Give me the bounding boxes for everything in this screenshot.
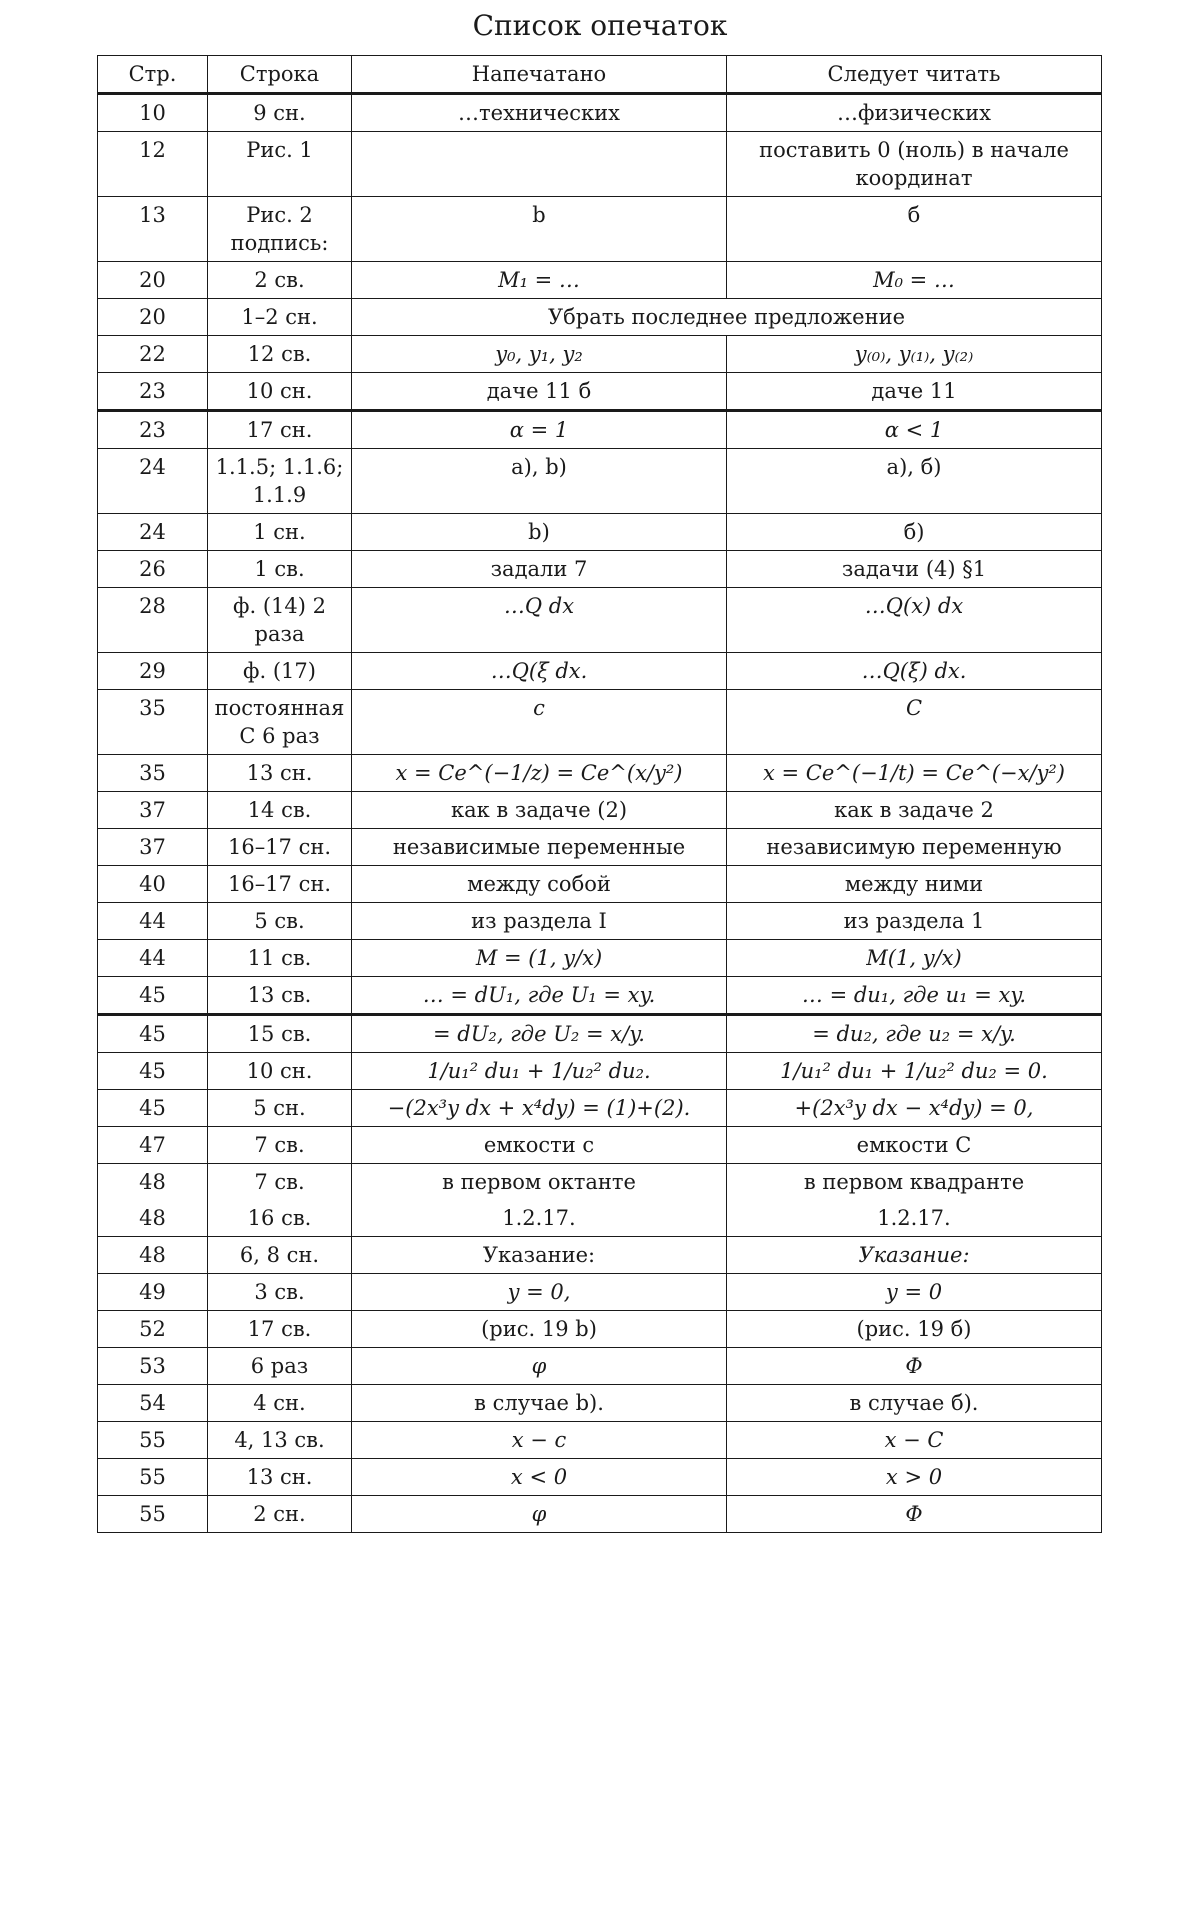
table-row — [98, 1274, 1102, 1311]
page-cell: 23 — [98, 411, 208, 449]
page-cell: 55 — [98, 1496, 208, 1533]
page-cell: 35 — [98, 690, 208, 755]
printed-cell: из раздела I — [352, 903, 727, 940]
line-cell: 7 св. — [208, 1164, 352, 1201]
line-cell: 4 сн. — [208, 1385, 352, 1422]
correct-cell: задачи (4) §1 — [727, 551, 1102, 588]
table-row — [98, 903, 1102, 940]
printed-cell: b — [352, 197, 727, 262]
correct-cell: …Q(ξ) dx. — [727, 653, 1102, 690]
line-cell: 3 св. — [208, 1274, 352, 1311]
table-row — [98, 1459, 1102, 1496]
page-title: Список опечаток — [472, 9, 728, 42]
page-cell: 44 — [98, 940, 208, 977]
line-cell: 13 сн. — [208, 755, 352, 792]
line-cell: 14 св. — [208, 792, 352, 829]
table-row — [98, 1015, 1102, 1053]
line-cell: 2 св. — [208, 262, 352, 299]
printed-cell: Указание: — [352, 1237, 727, 1274]
line-cell: ф. (17) — [208, 653, 352, 690]
page-cell: 55 — [98, 1422, 208, 1459]
page-cell: 52 — [98, 1311, 208, 1348]
correct-cell: M₀ = … — [727, 262, 1102, 299]
line-cell: 1.1.5; 1.1.6; 1.1.9 — [208, 449, 352, 514]
page-cell: 53 — [98, 1348, 208, 1385]
header-correct: Следует читать — [727, 56, 1102, 94]
correct-cell: а), б) — [727, 449, 1102, 514]
line-cell: 13 св. — [208, 977, 352, 1015]
printed-cell: x = Ce^(−1/z) = Ce^(x/y²) — [352, 755, 727, 792]
printed-cell: φ — [352, 1348, 727, 1385]
correct-cell: M(1, y/x) — [727, 940, 1102, 977]
page-cell: 45 — [98, 1053, 208, 1090]
correct-cell: … = du₁, где u₁ = xy. — [727, 977, 1102, 1015]
page-cell: 23 — [98, 373, 208, 411]
correct-cell: как в задаче 2 — [727, 792, 1102, 829]
correct-cell: б) — [727, 514, 1102, 551]
correct-cell: 1.2.17. — [727, 1200, 1102, 1237]
table-row — [98, 94, 1102, 132]
printed-cell: y = 0, — [352, 1274, 727, 1311]
correct-cell: x = Ce^(−1/t) = Ce^(−x/y²) — [727, 755, 1102, 792]
correct-cell: …физических — [727, 94, 1102, 132]
line-cell: 16–17 сн. — [208, 829, 352, 866]
line-cell: Рис. 1 — [208, 132, 352, 197]
line-cell: 16–17 сн. — [208, 866, 352, 903]
correct-cell: б — [727, 197, 1102, 262]
table-row — [98, 1422, 1102, 1459]
page-cell: 48 — [98, 1164, 208, 1201]
header-printed: Напечатано — [352, 56, 727, 94]
table-row — [98, 1385, 1102, 1422]
table-row — [98, 1311, 1102, 1348]
printed-cell: между собой — [352, 866, 727, 903]
page-cell: 45 — [98, 1015, 208, 1053]
page-cell: 12 — [98, 132, 208, 197]
correct-cell: α < 1 — [727, 411, 1102, 449]
printed-cell: в первом октанте — [352, 1164, 727, 1201]
page-cell: 48 — [98, 1237, 208, 1274]
table-row — [98, 1348, 1102, 1385]
printed-cell: в случае b). — [352, 1385, 727, 1422]
correct-cell: (рис. 19 б) — [727, 1311, 1102, 1348]
page-cell: 49 — [98, 1274, 208, 1311]
page-cell: 45 — [98, 977, 208, 1015]
table-row — [98, 411, 1102, 449]
correct-cell: Указание: — [727, 1237, 1102, 1274]
correct-cell: Φ — [727, 1348, 1102, 1385]
correct-cell: x − C — [727, 1422, 1102, 1459]
page-cell: 47 — [98, 1127, 208, 1164]
printed-cell: x < 0 — [352, 1459, 727, 1496]
line-cell: 6, 8 сн. — [208, 1237, 352, 1274]
printed-cell: c — [352, 690, 727, 755]
correct-cell: y₍₀₎, y₍₁₎, y₍₂₎ — [727, 336, 1102, 373]
table-row — [98, 977, 1102, 1015]
table-row — [98, 262, 1102, 299]
printed-cell: M₁ = … — [352, 262, 727, 299]
table-row — [98, 866, 1102, 903]
table-row — [98, 197, 1102, 262]
printed-cell: φ — [352, 1496, 727, 1533]
page-cell: 10 — [98, 94, 208, 132]
correct-cell: …Q(x) dx — [727, 588, 1102, 653]
table-row — [98, 449, 1102, 514]
page-cell: 24 — [98, 514, 208, 551]
table-row — [98, 755, 1102, 792]
table-row — [98, 1127, 1102, 1164]
printed-cell: 1.2.17. — [352, 1200, 727, 1237]
line-cell: 2 сн. — [208, 1496, 352, 1533]
page-cell: 44 — [98, 903, 208, 940]
table-row — [98, 690, 1102, 755]
page-cell: 37 — [98, 829, 208, 866]
table-row — [98, 299, 1102, 336]
page-cell: 20 — [98, 299, 208, 336]
line-cell: 7 св. — [208, 1127, 352, 1164]
table-row — [98, 1237, 1102, 1274]
correct-cell: Φ — [727, 1496, 1102, 1533]
line-cell: 12 св. — [208, 336, 352, 373]
correct-cell: +(2x³y dx − x⁴dy) = 0, — [727, 1090, 1102, 1127]
line-cell: 17 сн. — [208, 411, 352, 449]
line-cell: постоянная C 6 раз — [208, 690, 352, 755]
printed-cell: … = dU₁, где U₁ = xy. — [352, 977, 727, 1015]
printed-cell: …Q dx — [352, 588, 727, 653]
table-row — [98, 653, 1102, 690]
correct-cell: C — [727, 690, 1102, 755]
table-row — [98, 1164, 1102, 1201]
correct-cell: даче 11 — [727, 373, 1102, 411]
page-cell: 22 — [98, 336, 208, 373]
printed-cell: M = (1, y/x) — [352, 940, 727, 977]
printed-cell: емкости c — [352, 1127, 727, 1164]
page-cell: 48 — [98, 1200, 208, 1237]
line-cell: 10 сн. — [208, 373, 352, 411]
table-row — [98, 551, 1102, 588]
line-cell: 1 св. — [208, 551, 352, 588]
line-cell: 17 св. — [208, 1311, 352, 1348]
printed-cell: 1/u₁² du₁ + 1/u₂² du₂. — [352, 1053, 727, 1090]
header-page: Стр. — [98, 56, 208, 94]
printed-cell: b) — [352, 514, 727, 551]
printed-cell: как в задаче (2) — [352, 792, 727, 829]
correct-cell: независимую переменную — [727, 829, 1102, 866]
page-cell: 40 — [98, 866, 208, 903]
line-cell: 4, 13 св. — [208, 1422, 352, 1459]
table-header-row — [98, 56, 1102, 94]
line-cell: 13 сн. — [208, 1459, 352, 1496]
line-cell: 9 сн. — [208, 94, 352, 132]
correct-cell: поставить 0 (ноль) в начале координат — [727, 132, 1102, 197]
errata-table — [97, 55, 1102, 1533]
line-cell: 1 сн. — [208, 514, 352, 551]
table-row — [98, 588, 1102, 653]
table-row — [98, 514, 1102, 551]
page-cell: 20 — [98, 262, 208, 299]
printed-cell: …технических — [352, 94, 727, 132]
correct-cell: в первом квадранте — [727, 1164, 1102, 1201]
line-cell: 16 св. — [208, 1200, 352, 1237]
table-row — [98, 1090, 1102, 1127]
printed-cell: α = 1 — [352, 411, 727, 449]
table-row — [98, 1200, 1102, 1237]
line-cell: ф. (14) 2 раза — [208, 588, 352, 653]
line-cell: 11 св. — [208, 940, 352, 977]
printed-cell: задали 7 — [352, 551, 727, 588]
correct-cell: из раздела 1 — [727, 903, 1102, 940]
line-cell: Рис. 2 подпись: — [208, 197, 352, 262]
table-row — [98, 1053, 1102, 1090]
printed-cell: (рис. 19 b) — [352, 1311, 727, 1348]
table-row — [98, 373, 1102, 411]
printed-cell: даче 11 б — [352, 373, 727, 411]
page-cell: 35 — [98, 755, 208, 792]
page-cell: 26 — [98, 551, 208, 588]
page-cell: 45 — [98, 1090, 208, 1127]
table-row — [98, 940, 1102, 977]
page-cell: 54 — [98, 1385, 208, 1422]
table-row — [98, 829, 1102, 866]
line-cell: 5 св. — [208, 903, 352, 940]
printed-cell: y₀, y₁, y₂ — [352, 336, 727, 373]
correct-cell: y = 0 — [727, 1274, 1102, 1311]
printed-cell: = dU₂, где U₂ = x/y. — [352, 1015, 727, 1053]
page-cell: 28 — [98, 588, 208, 653]
merged-cell: Убрать последнее предложение — [352, 299, 1102, 336]
printed-cell: …Q(ξ dx. — [352, 653, 727, 690]
table-row — [98, 792, 1102, 829]
page-cell: 55 — [98, 1459, 208, 1496]
printed-cell — [352, 132, 727, 197]
correct-cell: = du₂, где u₂ = x/y. — [727, 1015, 1102, 1053]
page-cell: 29 — [98, 653, 208, 690]
correct-cell: между ними — [727, 866, 1102, 903]
table-row — [98, 132, 1102, 197]
correct-cell: 1/u₁² du₁ + 1/u₂² du₂ = 0. — [727, 1053, 1102, 1090]
page-cell: 13 — [98, 197, 208, 262]
table-row — [98, 1496, 1102, 1533]
page-cell: 37 — [98, 792, 208, 829]
table-row — [98, 336, 1102, 373]
errata-body — [98, 94, 1102, 1533]
line-cell: 1–2 сн. — [208, 299, 352, 336]
line-cell: 15 св. — [208, 1015, 352, 1053]
printed-cell: x − c — [352, 1422, 727, 1459]
line-cell: 10 сн. — [208, 1053, 352, 1090]
correct-cell: емкости C — [727, 1127, 1102, 1164]
line-cell: 6 раз — [208, 1348, 352, 1385]
header-line: Строка — [208, 56, 352, 94]
printed-cell: независимые переменные — [352, 829, 727, 866]
printed-cell: a), b) — [352, 449, 727, 514]
correct-cell: в случае б). — [727, 1385, 1102, 1422]
printed-cell: −(2x³y dx + x⁴dy) = (1)+(2). — [352, 1090, 727, 1127]
line-cell: 5 сн. — [208, 1090, 352, 1127]
page-cell: 24 — [98, 449, 208, 514]
correct-cell: x > 0 — [727, 1459, 1102, 1496]
